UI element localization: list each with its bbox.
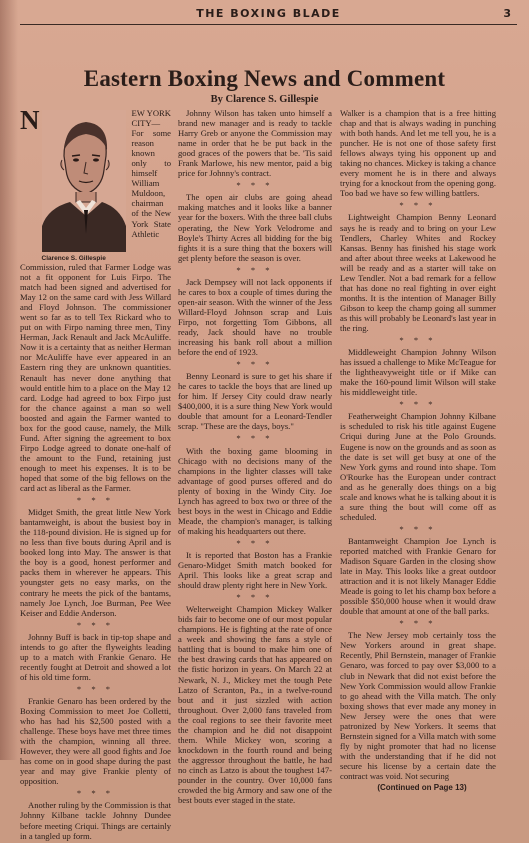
- paragraph: With the boxing game blooming in Chicago with no decisions many of the champions in the lighter classes will take advantage of good purses offered and do plenty of boxing in the Windy City. Joe Lynch has agreed to box two or three of the best boys in the west in Chicago and Eddie Meade, the champion's manager, is talking of making his headquarters out there.: [178, 445, 332, 536]
- paragraph: Midget Smith, the great little New York bantamweight, is about the busiest boy in the 118-pound division. He is signed up for no less than five bouts during April and is booked long into May. The answer is that the boy is a good, honest performer and packs them in wherever he appears. This youngster gets no easy marks, on the contrary he meets the pick of the bantams, namely Joe Lynch, Joe Burman, Pee Wee Keiser and Eddie Anderson.: [20, 507, 171, 618]
- section-divider: * * *: [399, 618, 437, 629]
- paragraph: Bantamweight Champion Joe Lynch is reported matched with Frankie Genaro for Madison Square Garden in the closing show late in May. This looks like a great outdoor attraction and it is not likely Manager Eddie Meade is going to let his champ box before a possible $50,000 house when it would draw double that amount at one of the ball parks.: [340, 535, 496, 617]
- section-divider: * * *: [76, 495, 115, 506]
- section-divider: * * *: [236, 537, 274, 548]
- paragraph: Walker is a champion that is a free hitting chap and that is always wading in punching with both hands. And let me tell you, he is a puncher. He is not one of those safety first fellows always tying his opponent up and taking no chances. Mickey is taking a chance every moment he is in there and always trying for a knockout from the opening gong. Too bad we have so few willing battlers.: [340, 108, 496, 199]
- section-divider: * * *: [399, 523, 437, 534]
- page-number: 3: [503, 7, 511, 20]
- paragraph: Another ruling by the Commission is that Johnny Kilbane tackle Johnny Dundee before meeting Criqui. Things are certainly in a tangled up form.: [20, 800, 171, 841]
- paragraph: The open air clubs are going ahead making matches and it looks like a banner year for the boxers. With the three ball clubs operating, the New York Velodrome and Boyle's Thirty Acres all bidding for the big fights it is a sure thing that the boxers will get plenty before the season is over.: [178, 192, 332, 263]
- section-divider: * * *: [236, 264, 274, 275]
- paragraph: Frankie Genaro has been ordered by the Boxing Commission to meet Joe Colletti, who has had his $2,500 posted with a challenge. These boys have met three times with the champion, winning all three. However, they were all good fights and Joe has come on in good shape during the past year and may give Frankie plenty of opposition.: [20, 695, 171, 787]
- section-divider: * * *: [399, 200, 437, 211]
- paragraph: Johnny Wilson has taken unto himself a brand new manager and is ready to tackle Harry Greb or anyone the Commission may name in order that he be put back in the good graces of the powers that be. 'Tis said Frank Marlowe, his new mentor, paid a big price for Johnny's contract.: [178, 108, 332, 179]
- paragraph: [20, 105, 171, 494]
- section-divider: * * *: [76, 683, 115, 694]
- photo-caption: Clarence S. Gillespie: [41, 255, 106, 262]
- paragraph: Johnny Buff is back in tip-top shape and intends to go after the flyweights leading up to a match with Frankie Genaro. He recently fought at Detroit and showed a lot of his old time form.: [20, 631, 171, 682]
- section-divider: * * *: [76, 619, 115, 630]
- section-divider: * * *: [236, 433, 274, 444]
- section-divider: * * *: [236, 180, 274, 191]
- paragraph: Lightweight Champion Benny Leonard says he is ready and to bring on your Lew Tendlers, Charley Whites and Rockey Kansas. Benny has finished his stage work and after about three weeks at Lakewood he will be ready and as a starter will take on Lew Tendler. Not a bad remark for a fellow that has done no real fighting in over eight months. It is the intention of Manager Billy Gibson to keep the champ going all summer as this will probably be Leonard's last year in the ring.: [340, 212, 496, 333]
- running-header: [20, 2, 517, 25]
- paragraph: It is reported that Boston has a Frankie Genaro-Midget Smith match booked for April. This looks like a great scrap and should draw plenty right here in New York.: [178, 549, 332, 591]
- section-divider: * * *: [76, 788, 115, 799]
- paragraph: Jack Dempsey will not lack opponents if he cares to box a couple of times during the open-air season. With the winner of the Jess Willard-Floyd Johnson scrap and Luis Firpo, not forgetting Tom Gibbons, all ready, Jack should have no trouble increasing his bank roll about a million before the end of 1923.: [178, 276, 332, 358]
- article-column-1: [20, 105, 171, 843]
- paragraph: Featherweight Champion Johnny Kilbane is scheduled to risk his title against Eugene Criqui during June at the Polo Grounds. Eugene is now on the grounds and as soon as the date is set will get busy at one of the New York gyms and round into shape. Tom O'Rourke has the European under contract and as he generally does things on a big scale and knows what he is talking about it is a sure thing the bout will come off as scheduled.: [340, 411, 496, 522]
- section-divider: * * *: [399, 335, 437, 346]
- paragraph: Benny Leonard is sure to get his share if he cares to tackle the boys that are lined up for him. If Jersey City could draw nearly $400,000, it is a sure thing New York would double that amount for a Leonard-Tendler scrap. "These are the days, boys.": [178, 371, 332, 432]
- paragraph: The New Jersey mob certainly toss the New Yorkers around in great shape. Recently, Phil Bernstein, manager of Frankie Genaro, was forced to pay over $3,000 to a club in Newark that did not exist before the New York Commission would allow Frankie to go ahead with the Villa match. The only boxing shows that ever made any money in New Jersey were the ones that were patronized by New Yorkers. It seems that Bernstein signed for a Villa match with some fly by night promoter that had no license with the understanding that if he did not secure his license by a certain date the contract was void. Not securing: [340, 630, 496, 781]
- article-byline: By Clarence S. Gillespie: [210, 94, 319, 105]
- section-divider: * * *: [236, 359, 274, 370]
- paragraph: Middleweight Champion Johnny Wilson has issued a challenge to Mike McTeague for the lightheavyweight title or if Mike can make the 160-pound limit Wilson will stake his middleweight title.: [340, 347, 496, 398]
- paragraph-text: EW YORK CITY—For some reason known only to himself William Muldoon, chairman of the New York State Athletic Commission, ruled that Farmer Lodge was not a fit opponent for Luis Firpo. The match had been signed and advertised for May 12 on the same card with Jess Willard and Floyd Johnson. The commissioner went so far as to tell Tex Rickard who to put on with Firpo naming three men, Tiny Herman, Jack Renault and Jack McAuliffe. Now it is a certainty that as neither Herman nor McAuliffe have ever appeared in an Eastern ring they are unknown quantities. Renault has never done anything that would entitle him to a place on the May 12 card. Lodge had agreed to box Firpo just for the chance against a man so well boosted and again the Farmer wanted to box for the good cause, namely, the Milk Fund. After signing the agreement to box Firpo Lodge agreed to donate one-half of the amount to the Fund, retaining just enough to meet his expenses. It is to be hoped that some of the big fellows on the card act as liberal as the Farmer.: [20, 108, 171, 494]
- section-divider: * * *: [236, 592, 274, 603]
- author-portrait: [42, 110, 126, 260]
- drop-cap: N: [20, 105, 40, 135]
- section-divider: * * *: [399, 399, 437, 410]
- paragraph: Welterweight Champion Mickey Walker bids fair to become one of our most popular champions. He is fighting at the rate of once a week and showing the fans a style of battling that is bound to make him one of the best drawing cards that has appeared on the fistic horizon in years. On March 22 at Newark, N. J., Mickey met the tough Pete Latzo of Scranton, Pa., in a twelve-round bout and it just sizzled with action throughout. Over 2,000 fans traveled from the coal regions to see their favorite meet the champion and he did not disappoint them. While Mickey won, scoring a knockdown in the fourth round and being the aggressor throughout the battle, he had no cinch as Latzo is about the toughest 147-pounder in the country. Over 10,000 fans crowded the big Armory and saw one of the best bouts ever staged in the state.: [178, 604, 332, 806]
- article-column-3: [340, 108, 496, 795]
- magazine-title: THE BOXING BLADE: [196, 7, 341, 20]
- continued-note: (Continued on Page 13): [377, 783, 467, 793]
- article-headline: Eastern Boxing News and Comment: [83, 66, 446, 91]
- article-column-2: [178, 108, 332, 807]
